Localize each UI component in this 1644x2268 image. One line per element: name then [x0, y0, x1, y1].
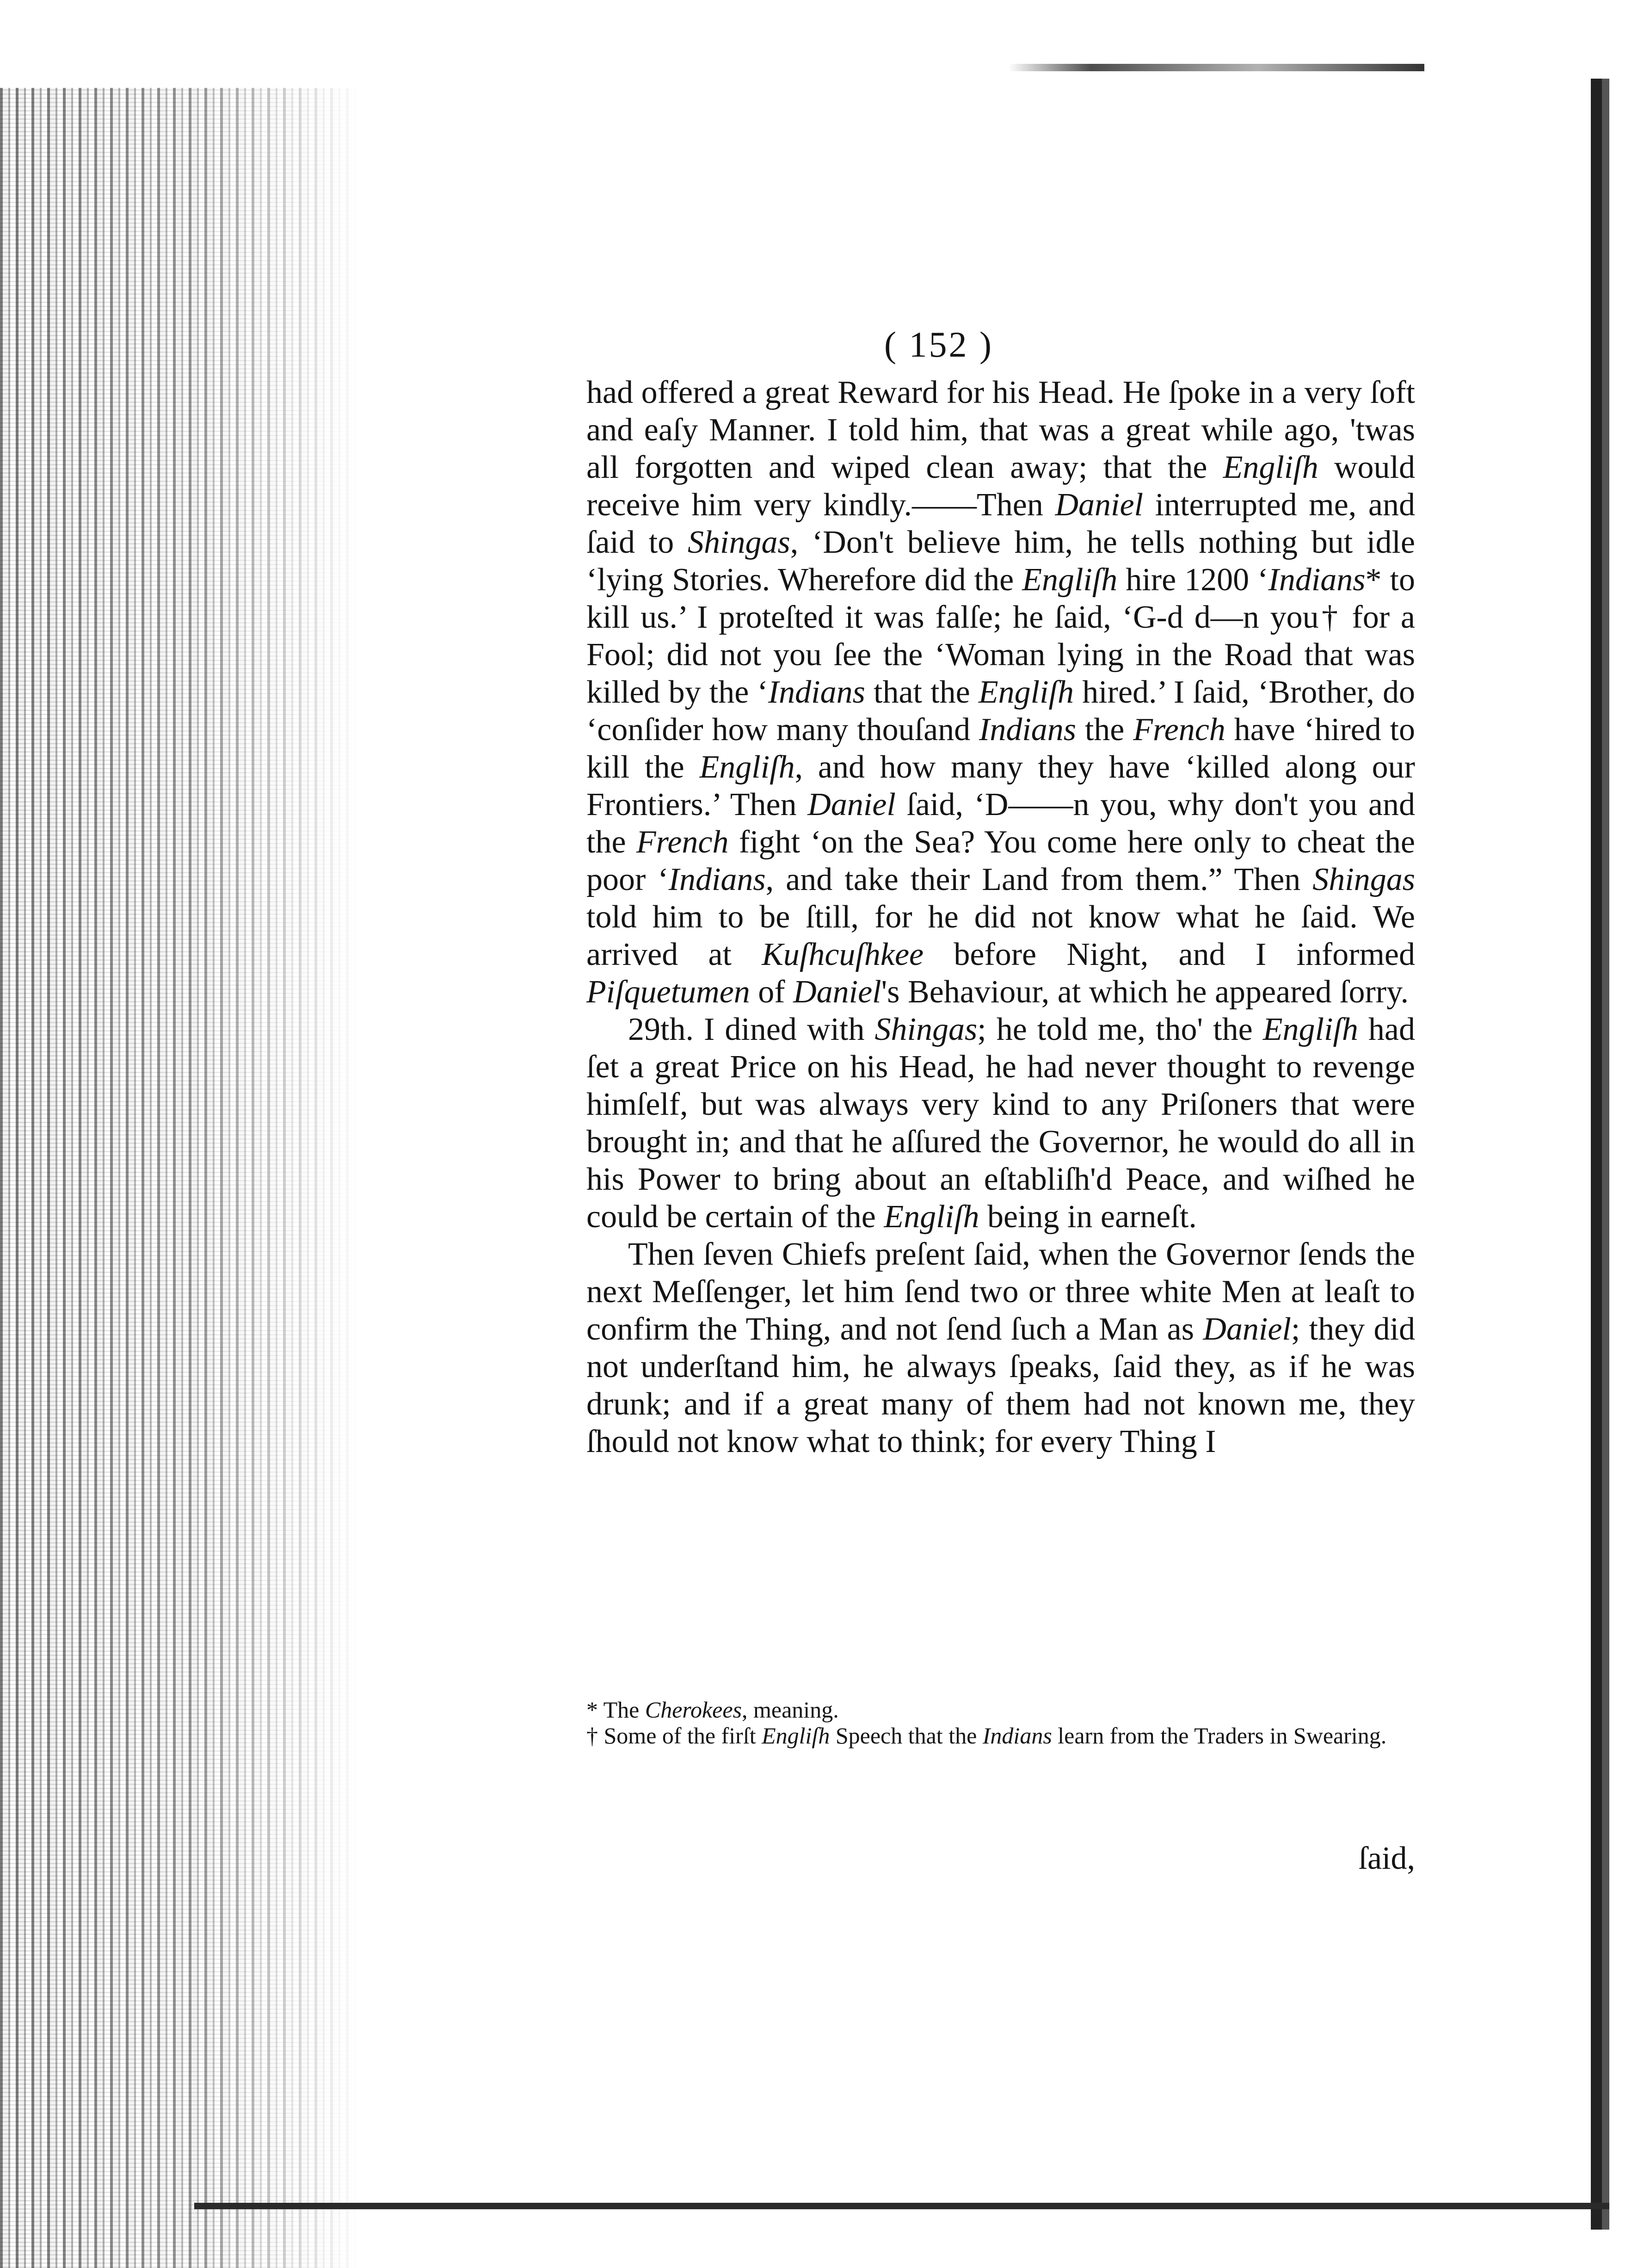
- paragraph: had offered a great Reward for his Head. He ſpoke in a very ſoft and eaſy Manner. I told him, that was a great while ago, 'twas all forgotten and wiped clean away; that the Engliſh would receive him very kindly.——Then Daniel interrupted me, and ſaid to Shingas, ‘Don't believe him, he tells nothing but idle ‘lying Stories. Wherefore did the Engliſh hire 1200 ‘Indians* to kill us.’ I proteſted it was falſe; he ſaid, ‘G-d d—n you† for a Fool; did not you ſee the ‘Woman lying in the Road that was killed by the ‘Indians that the Engliſh hired.’ I ſaid, ‘Brother, do ‘conſider how many thouſand Indians the French have ‘hired to kill the Engliſh, and how many they have ‘killed along our Frontiers.’ Then Daniel ſaid, ‘D——n you, why don't you and the French fight ‘on the Sea? You come here only to cheat the poor ‘Indians, and take their Land from them.” Then Shingas told him to be ſtill, for he did not know what he ſaid. We arrived at Kuſhcuſhkee before Night, and I informed Piſquetumen of Daniel's Behaviour, at which he appeared ſorry.: [586, 375, 1416, 1010]
- footnotes: [586, 1697, 1415, 1749]
- paragraph: Then ſeven Chiefs preſent ſaid, when the Governor ſends the next Meſſenger, let him ſend two or three white Men at leaſt to confirm the Thing, and not ſend ſuch a Man as Daniel; they did not underſtand him, he always ſpeaks, ſaid they, as if he was drunk; and if a great many of them had not known me, they ſhould not know what to think; for every Thing I: [586, 1236, 1415, 1459]
- scan-top-smudge: [1008, 64, 1424, 71]
- catchword: ſaid,: [1358, 1841, 1415, 1876]
- scan-bottom-border: [194, 2203, 1609, 2209]
- paragraph: 29th. I dined with Shingas; he told me, tho' the Engliſh had ſet a great Price on his Head, he had never thought to revenge himſelf, but was always very kind to any Priſoners that were brought in; and that he aſſured the Governor, he would do all in his Power to bring about an eſtabliſh'd Peace, and wiſhed he could be certain of the Engliſh being in earneſt.: [586, 1012, 1415, 1235]
- body-text: [586, 374, 1415, 1460]
- footnote: * The Cherokees, meaning.: [586, 1697, 839, 1723]
- page-number: ( 152 ): [884, 324, 993, 365]
- footnote: † Some of the firſt Engliſh Speech that the Indians learn from the Traders in Swearing.: [586, 1723, 1387, 1749]
- scan-right-border: [1591, 79, 1609, 2230]
- scan-left-edge: [0, 88, 361, 2268]
